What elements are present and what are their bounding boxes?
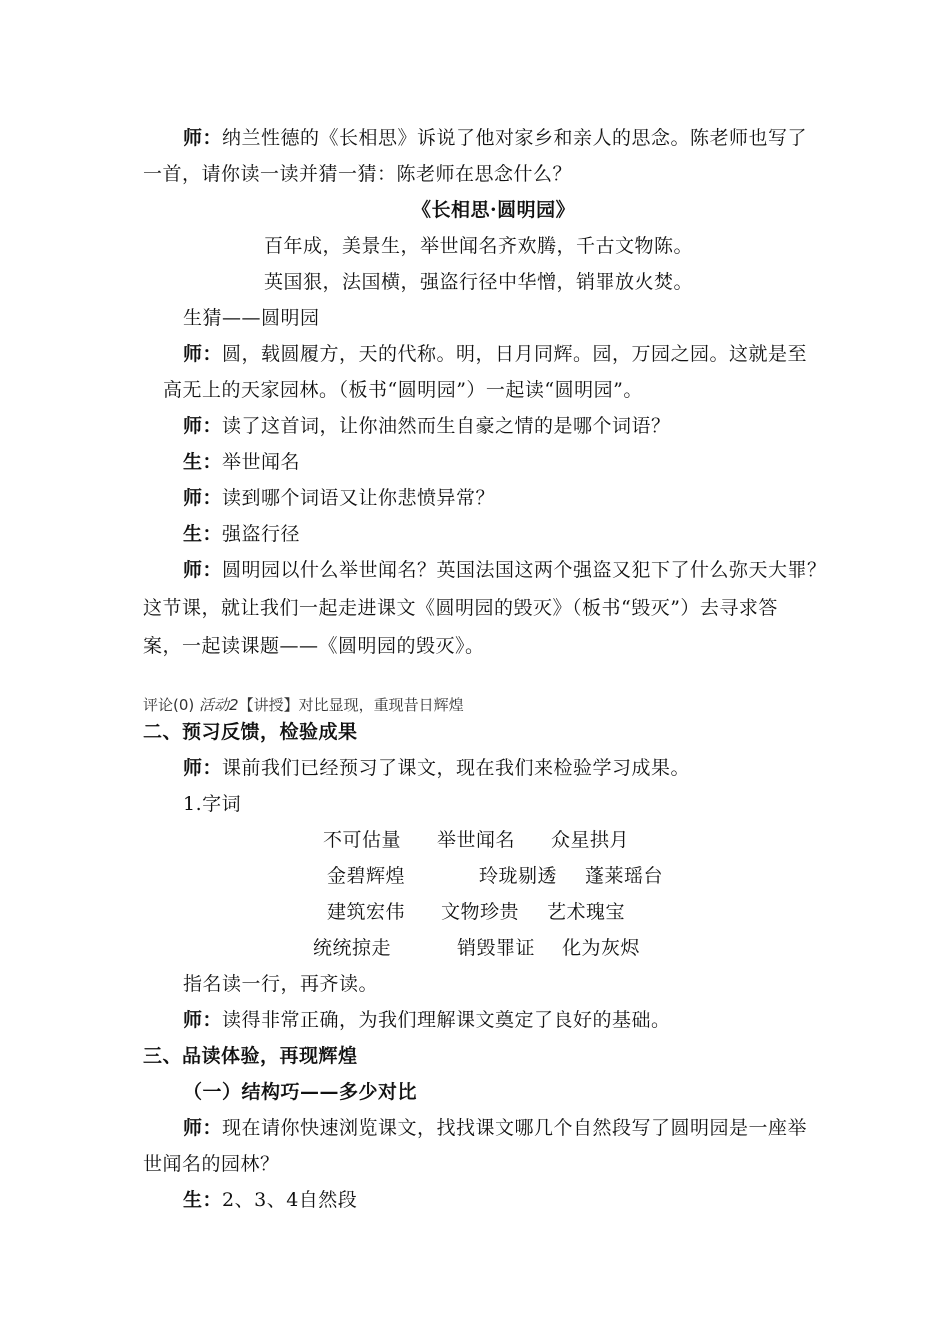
- teacher-label: 师：: [183, 757, 223, 779]
- teacher-line: [183, 756, 690, 780]
- subheading: 1.字词: [183, 793, 242, 815]
- poem-line: 英国狠，法国横，强盗行径中华憎，销罪放火焚。: [264, 271, 694, 293]
- teacher-text: 现在请你快速浏览课文，找找课文哪几个自然段写了圆明园是一座举: [222, 1117, 808, 1139]
- section-heading: 三、品读体验，再现辉煌: [143, 1045, 358, 1067]
- teacher-text-continuation: 高无上的天家园林。（板书“圆明园”）一起读“圆明园”。: [163, 379, 643, 401]
- teacher-line: [183, 486, 495, 510]
- teacher-label: 师：: [183, 1117, 223, 1139]
- teacher-text: 圆明园以什么举世闻名？英国法国这两个强盗又犯下了什么弥天大罪？: [222, 559, 827, 581]
- teacher-line: [183, 558, 827, 582]
- teacher-label: 师：: [183, 487, 223, 509]
- section-heading: 二、预习反馈，检验成果: [143, 721, 358, 743]
- vocab-word: 统统掠走: [313, 937, 392, 959]
- student-label: 生：: [183, 1189, 223, 1211]
- vocab-word: 举世闻名: [437, 829, 516, 851]
- vocab-word: 众星拱月: [551, 829, 630, 851]
- poem-line: 百年成，美景生，举世闻名齐欢腾，千古文物陈。: [264, 235, 694, 257]
- teacher-label: 师：: [183, 343, 223, 365]
- subheading: （一）结构巧——多少对比: [183, 1081, 418, 1103]
- vocab-word: 蓬莱瑶台: [585, 865, 664, 887]
- student-text: 2、3、4自然段: [222, 1189, 358, 1211]
- teacher-text: 圆，载圆履方，天的代称。明，日月同辉。园，万园之园。这就是至: [222, 343, 808, 365]
- teacher-line: [183, 126, 807, 150]
- teacher-label: 师：: [183, 415, 223, 437]
- vocab-word: 金碧辉煌: [327, 865, 406, 887]
- teacher-text-continuation: 这节课，就让我们一起走进课文《圆明园的毁灭》（板书“毁灭”）去寻求答: [143, 597, 778, 619]
- comments-link[interactable]: 评论(0): [143, 696, 195, 714]
- student-label: 生：: [183, 523, 223, 545]
- activity-tag: 【讲授】对比显现，重现昔日辉煌: [238, 696, 464, 714]
- teacher-text: 读得非常正确，为我们理解课文奠定了良好的基础。: [222, 1009, 671, 1031]
- intro-paragraph-line: 纳兰性德的《长相思》诉说了他对家乡和亲人的思念。陈老师也写了: [222, 127, 808, 149]
- teacher-text: 课前我们已经预习了课文，现在我们来检验学习成果。: [222, 757, 691, 779]
- instruction-text: 指名读一行，再齐读。: [183, 973, 379, 995]
- teacher-line: [183, 342, 807, 366]
- student-line: [183, 1188, 357, 1212]
- vocab-word: 不可估量: [323, 829, 402, 851]
- teacher-label: 师：: [183, 1009, 223, 1031]
- activity-name: 活动2: [199, 696, 239, 714]
- vocab-word: 玲珑剔透: [479, 865, 558, 887]
- teacher-label: 师：: [183, 559, 223, 581]
- student-line: [183, 450, 300, 474]
- poem-title: 《长相思·圆明园》: [412, 199, 576, 221]
- student-text: 举世闻名: [222, 451, 301, 473]
- teacher-line: [183, 1008, 671, 1032]
- teacher-text-continuation: 案，一起读课题——《圆明园的毁灭》。: [143, 635, 485, 657]
- student-text: 强盗行径: [222, 523, 301, 545]
- student-label: 生：: [183, 451, 223, 473]
- vocab-word: 建筑宏伟: [327, 901, 406, 923]
- teacher-text-continuation: 世闻名的园林？: [143, 1153, 280, 1175]
- teacher-text: 读到哪个词语又让你悲愤异常？: [222, 487, 496, 509]
- vocab-word: 文物珍贵: [441, 901, 520, 923]
- vocab-word: 销毁罪证: [457, 937, 536, 959]
- student-line: [183, 522, 300, 546]
- teacher-text: 读了这首词，让你油然而生自豪之情的是哪个词语？: [222, 415, 671, 437]
- vocab-word: 艺术瑰宝: [547, 901, 626, 923]
- student-guess: 生猜——圆明园: [183, 307, 320, 329]
- intro-paragraph-continuation: 一首，请你读一读并猜一猜：陈老师在思念什么？: [143, 163, 573, 185]
- activity-header: [143, 695, 464, 715]
- vocab-word: 化为灰烬: [562, 937, 641, 959]
- teacher-line: [183, 414, 671, 438]
- teacher-label: 师：: [183, 127, 223, 149]
- teacher-line: [183, 1116, 807, 1140]
